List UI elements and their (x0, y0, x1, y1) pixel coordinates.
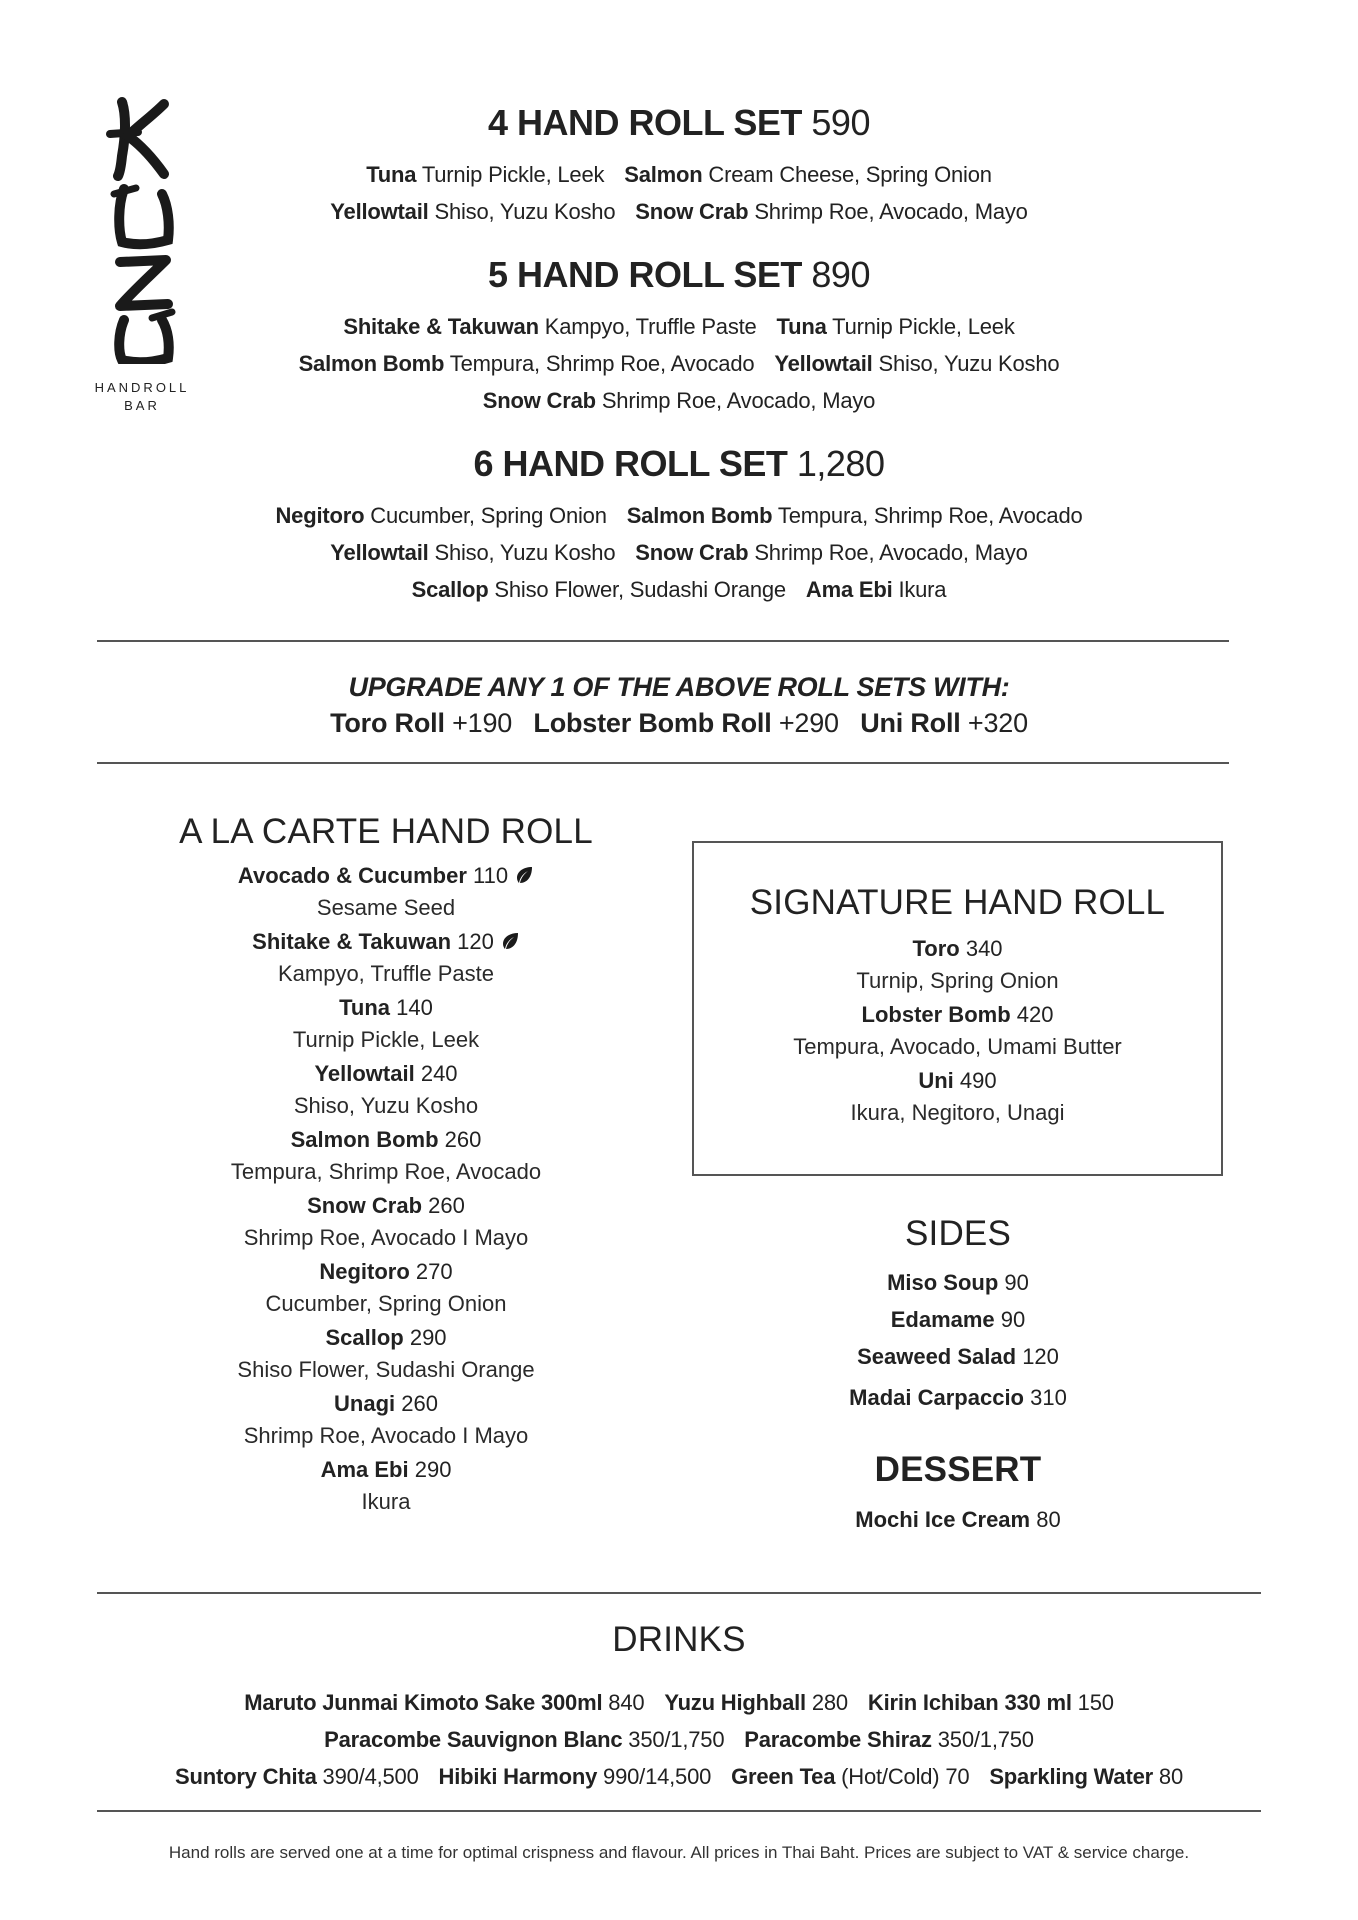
roll-desc: Kampyo, Truffle Paste (544, 314, 757, 339)
roll-name: Salmon (624, 162, 703, 187)
item-description: Turnip Pickle, Leek (292, 1027, 480, 1052)
item-name: Shitake & Takuwan (252, 929, 452, 954)
item-price: 240 (420, 1061, 458, 1086)
item-name: Salmon Bomb (290, 1127, 439, 1152)
roll-desc: Cream Cheese, Spring Onion (708, 162, 992, 187)
drink-price: 350/1,750 (628, 1727, 725, 1752)
divider (97, 1592, 1261, 1594)
drink-name: Suntory Chita (175, 1764, 317, 1789)
roll-desc: Shrimp Roe, Avocado, Mayo (754, 199, 1028, 224)
item-description: Shiso Flower, Sudashi Orange (237, 1357, 535, 1382)
set-title: 6 HAND ROLL SET (473, 443, 788, 484)
menu-item-name-row (136, 1454, 636, 1486)
footer-note: Hand rolls are served one at a time for optimal crispness and flavour. All prices in Thai Baht. Prices are subject to VAT & service charge. (168, 1843, 1190, 1862)
item-price: 90 (1000, 1307, 1026, 1332)
signature-box (692, 841, 1223, 1176)
item-description: Cucumber, Spring Onion (265, 1291, 507, 1316)
item-price: 80 (1036, 1507, 1061, 1532)
drink-name: Hibiki Harmony (438, 1764, 598, 1789)
item-name: Negitoro (319, 1259, 410, 1284)
item-description: Tempura, Shrimp Roe, Avocado (230, 1159, 542, 1184)
roll-name: Shitake & Takuwan (343, 314, 539, 339)
roll-name: Snow Crab (635, 540, 749, 565)
item-description: Shiso, Yuzu Kosho (293, 1093, 479, 1118)
menu-item-name-row (136, 1190, 636, 1222)
sides-section (708, 1214, 1208, 1416)
roll-name: Yellowtail (330, 540, 429, 565)
item-name: Seaweed Salad (857, 1344, 1017, 1369)
item-name: Edamame (890, 1307, 995, 1332)
roll-name: Yellowtail (330, 199, 429, 224)
section-title: A LA CARTE HAND ROLL (179, 812, 593, 851)
menu-item (708, 1264, 1208, 1301)
item-name: Yellowtail (314, 1061, 415, 1086)
roll-name: Snow Crab (482, 388, 596, 413)
item-name: Lobster Bomb (861, 1002, 1011, 1027)
item-price: 260 (401, 1391, 438, 1416)
menu-item-name-row (136, 992, 636, 1024)
item-price: 260 (444, 1127, 482, 1152)
roll-name: Salmon Bomb (298, 351, 445, 376)
roll-desc: Shiso Flower, Sudashi Orange (494, 577, 786, 602)
upgrade-option-price: +290 (778, 708, 839, 738)
drink-price: 280 (811, 1690, 848, 1715)
roll-desc: Shiso, Yuzu Kosho (434, 540, 616, 565)
drink-price: 150 (1077, 1690, 1114, 1715)
item-name: Uni (918, 1068, 954, 1093)
item-name: Toro (912, 936, 960, 961)
a-la-carte-section (136, 812, 636, 1518)
item-price: 270 (415, 1259, 453, 1284)
roll-name: Ama Ebi (805, 577, 893, 602)
drinks-line-3 (0, 1764, 1358, 1790)
drinks-title: DRINKS (612, 1620, 746, 1659)
drink-name: Green Tea (731, 1764, 836, 1789)
roll-name: Tuna (776, 314, 827, 339)
set-4-title-row (0, 102, 1358, 144)
item-price: 290 (409, 1325, 447, 1350)
menu-item-name-row (136, 1388, 636, 1420)
upgrade-option-name: Toro Roll (330, 708, 445, 738)
drink-name: Paracombe Shiraz (744, 1727, 932, 1752)
divider (97, 640, 1229, 642)
menu-item (708, 1338, 1208, 1375)
drink-name: Maruto Junmai Kimoto Sake 300ml (244, 1690, 603, 1715)
drink-name: Yuzu Highball (664, 1690, 806, 1715)
roll-name: Salmon Bomb (626, 503, 773, 528)
set-price: 1,280 (796, 443, 885, 484)
roll-desc: Tempura, Shrimp Roe, Avocado (777, 503, 1083, 528)
menu-item-name-row (136, 1322, 636, 1354)
set-title: 4 HAND ROLL SET (488, 102, 802, 143)
menu-item-name-row (136, 860, 636, 892)
leaf-icon (514, 865, 534, 885)
drinks-line-1 (0, 1690, 1358, 1716)
set-6-line-2 (0, 540, 1358, 566)
upgrade-options (0, 708, 1358, 739)
item-name: Miso Soup (887, 1270, 999, 1295)
item-price: 110 (473, 863, 509, 888)
menu-item-name-row (136, 1124, 636, 1156)
a-la-carte-list (136, 860, 636, 1518)
logo-subtitle-line2: BAR (124, 398, 160, 413)
item-price: 120 (1022, 1344, 1059, 1369)
upgrade-title: UPGRADE ANY 1 OF THE ABOVE ROLL SETS WITH: (348, 672, 1010, 702)
upgrade-option-name: Uni Roll (860, 708, 961, 738)
menu-item-name-row (136, 1058, 636, 1090)
menu-item-name-row (136, 1256, 636, 1288)
roll-desc: Ikura (898, 577, 947, 602)
roll-name: Tuna (366, 162, 417, 187)
drink-price: 990/14,500 (603, 1764, 712, 1789)
item-description: Shrimp Roe, Avocado I Mayo (243, 1225, 529, 1250)
roll-name: Negitoro (275, 503, 365, 528)
drink-price: 390/4,500 (322, 1764, 419, 1789)
roll-desc: Shiso, Yuzu Kosho (878, 351, 1060, 376)
item-name: Tuna (339, 995, 391, 1020)
item-price: 420 (1016, 1002, 1054, 1027)
roll-name: Yellowtail (774, 351, 873, 376)
set-4-line-1 (0, 162, 1358, 188)
set-6-line-1 (0, 503, 1358, 529)
section-title: SIGNATURE HAND ROLL (749, 883, 1166, 922)
item-name: Snow Crab (307, 1193, 423, 1218)
drink-name: Sparkling Water (989, 1764, 1153, 1789)
item-price: 120 (457, 929, 494, 954)
item-price: 90 (1004, 1270, 1029, 1295)
set-title: 5 HAND ROLL SET (488, 254, 802, 295)
divider (97, 1810, 1261, 1812)
drink-price: 80 (1158, 1764, 1183, 1789)
upgrade-option-price: +190 (452, 708, 513, 738)
roll-desc: Shiso, Yuzu Kosho (434, 199, 616, 224)
menu-item-name-row (694, 1065, 1221, 1097)
item-name: Mochi Ice Cream (855, 1507, 1031, 1532)
roll-name: Snow Crab (635, 199, 749, 224)
roll-desc: Cucumber, Spring Onion (370, 503, 607, 528)
item-description: Ikura, Negitoro, Unagi (850, 1100, 1065, 1125)
drink-name: Paracombe Sauvignon Blanc (324, 1727, 623, 1752)
set-4-line-2 (0, 199, 1358, 225)
drink-price: (Hot/Cold) 70 (841, 1764, 970, 1789)
signature-section (694, 883, 1221, 1129)
section-title: DESSERT (874, 1450, 1042, 1489)
item-name: Ama Ebi (320, 1457, 409, 1482)
item-price: 260 (428, 1193, 465, 1218)
roll-desc: Turnip Pickle, Leek (421, 162, 605, 187)
roll-name: Scallop (411, 577, 489, 602)
item-name: Scallop (325, 1325, 404, 1350)
drinks-line-2 (0, 1727, 1358, 1753)
set-6-title-row (0, 443, 1358, 485)
drink-price: 840 (608, 1690, 645, 1715)
drink-name: Kirin Ichiban 330 ml (867, 1690, 1072, 1715)
item-price: 310 (1030, 1385, 1067, 1410)
set-6-line-3 (0, 577, 1358, 603)
item-name: Unagi (334, 1391, 396, 1416)
set-price: 890 (811, 254, 870, 295)
dessert-section (708, 1450, 1208, 1536)
item-price: 140 (396, 995, 433, 1020)
roll-desc: Shrimp Roe, Avocado, Mayo (601, 388, 876, 413)
section-title: SIDES (904, 1214, 1012, 1253)
item-name: Madai Carpaccio (849, 1385, 1024, 1410)
set-5-line-2 (0, 351, 1358, 377)
item-price: 490 (959, 1068, 997, 1093)
divider (97, 762, 1229, 764)
set-5-title-row (0, 254, 1358, 296)
set-5-line-3 (0, 388, 1358, 414)
item-price: 290 (414, 1457, 452, 1482)
set-price: 590 (811, 102, 870, 143)
menu-item-name-row (694, 933, 1221, 965)
item-description: Shrimp Roe, Avocado I Mayo (243, 1423, 529, 1448)
menu-item (708, 1379, 1208, 1416)
item-name: Avocado & Cucumber (237, 863, 467, 888)
item-description: Turnip, Spring Onion (856, 968, 1059, 993)
menu-item (708, 1301, 1208, 1338)
signature-list (694, 933, 1221, 1129)
item-description: Kampyo, Truffle Paste (277, 961, 495, 986)
set-5-line-1 (0, 314, 1358, 340)
roll-desc: Turnip Pickle, Leek (832, 314, 1015, 339)
item-description: Tempura, Avocado, Umami Butter (793, 1034, 1122, 1059)
menu-item (708, 1504, 1208, 1536)
item-description: Ikura (361, 1489, 411, 1514)
upgrade-option-name: Lobster Bomb Roll (533, 708, 772, 738)
item-price: 340 (965, 936, 1003, 961)
menu-item-name-row (136, 926, 636, 958)
roll-desc: Shrimp Roe, Avocado, Mayo (754, 540, 1028, 565)
roll-desc: Tempura, Shrimp Roe, Avocado (449, 351, 755, 376)
logo-subtitle-line1: HANDROLL (94, 380, 190, 395)
menu-item-name-row (694, 999, 1221, 1031)
item-description: Sesame Seed (316, 895, 456, 920)
drink-price: 350/1,750 (937, 1727, 1034, 1752)
leaf-icon (500, 931, 520, 951)
upgrade-option-price: +320 (967, 708, 1028, 738)
